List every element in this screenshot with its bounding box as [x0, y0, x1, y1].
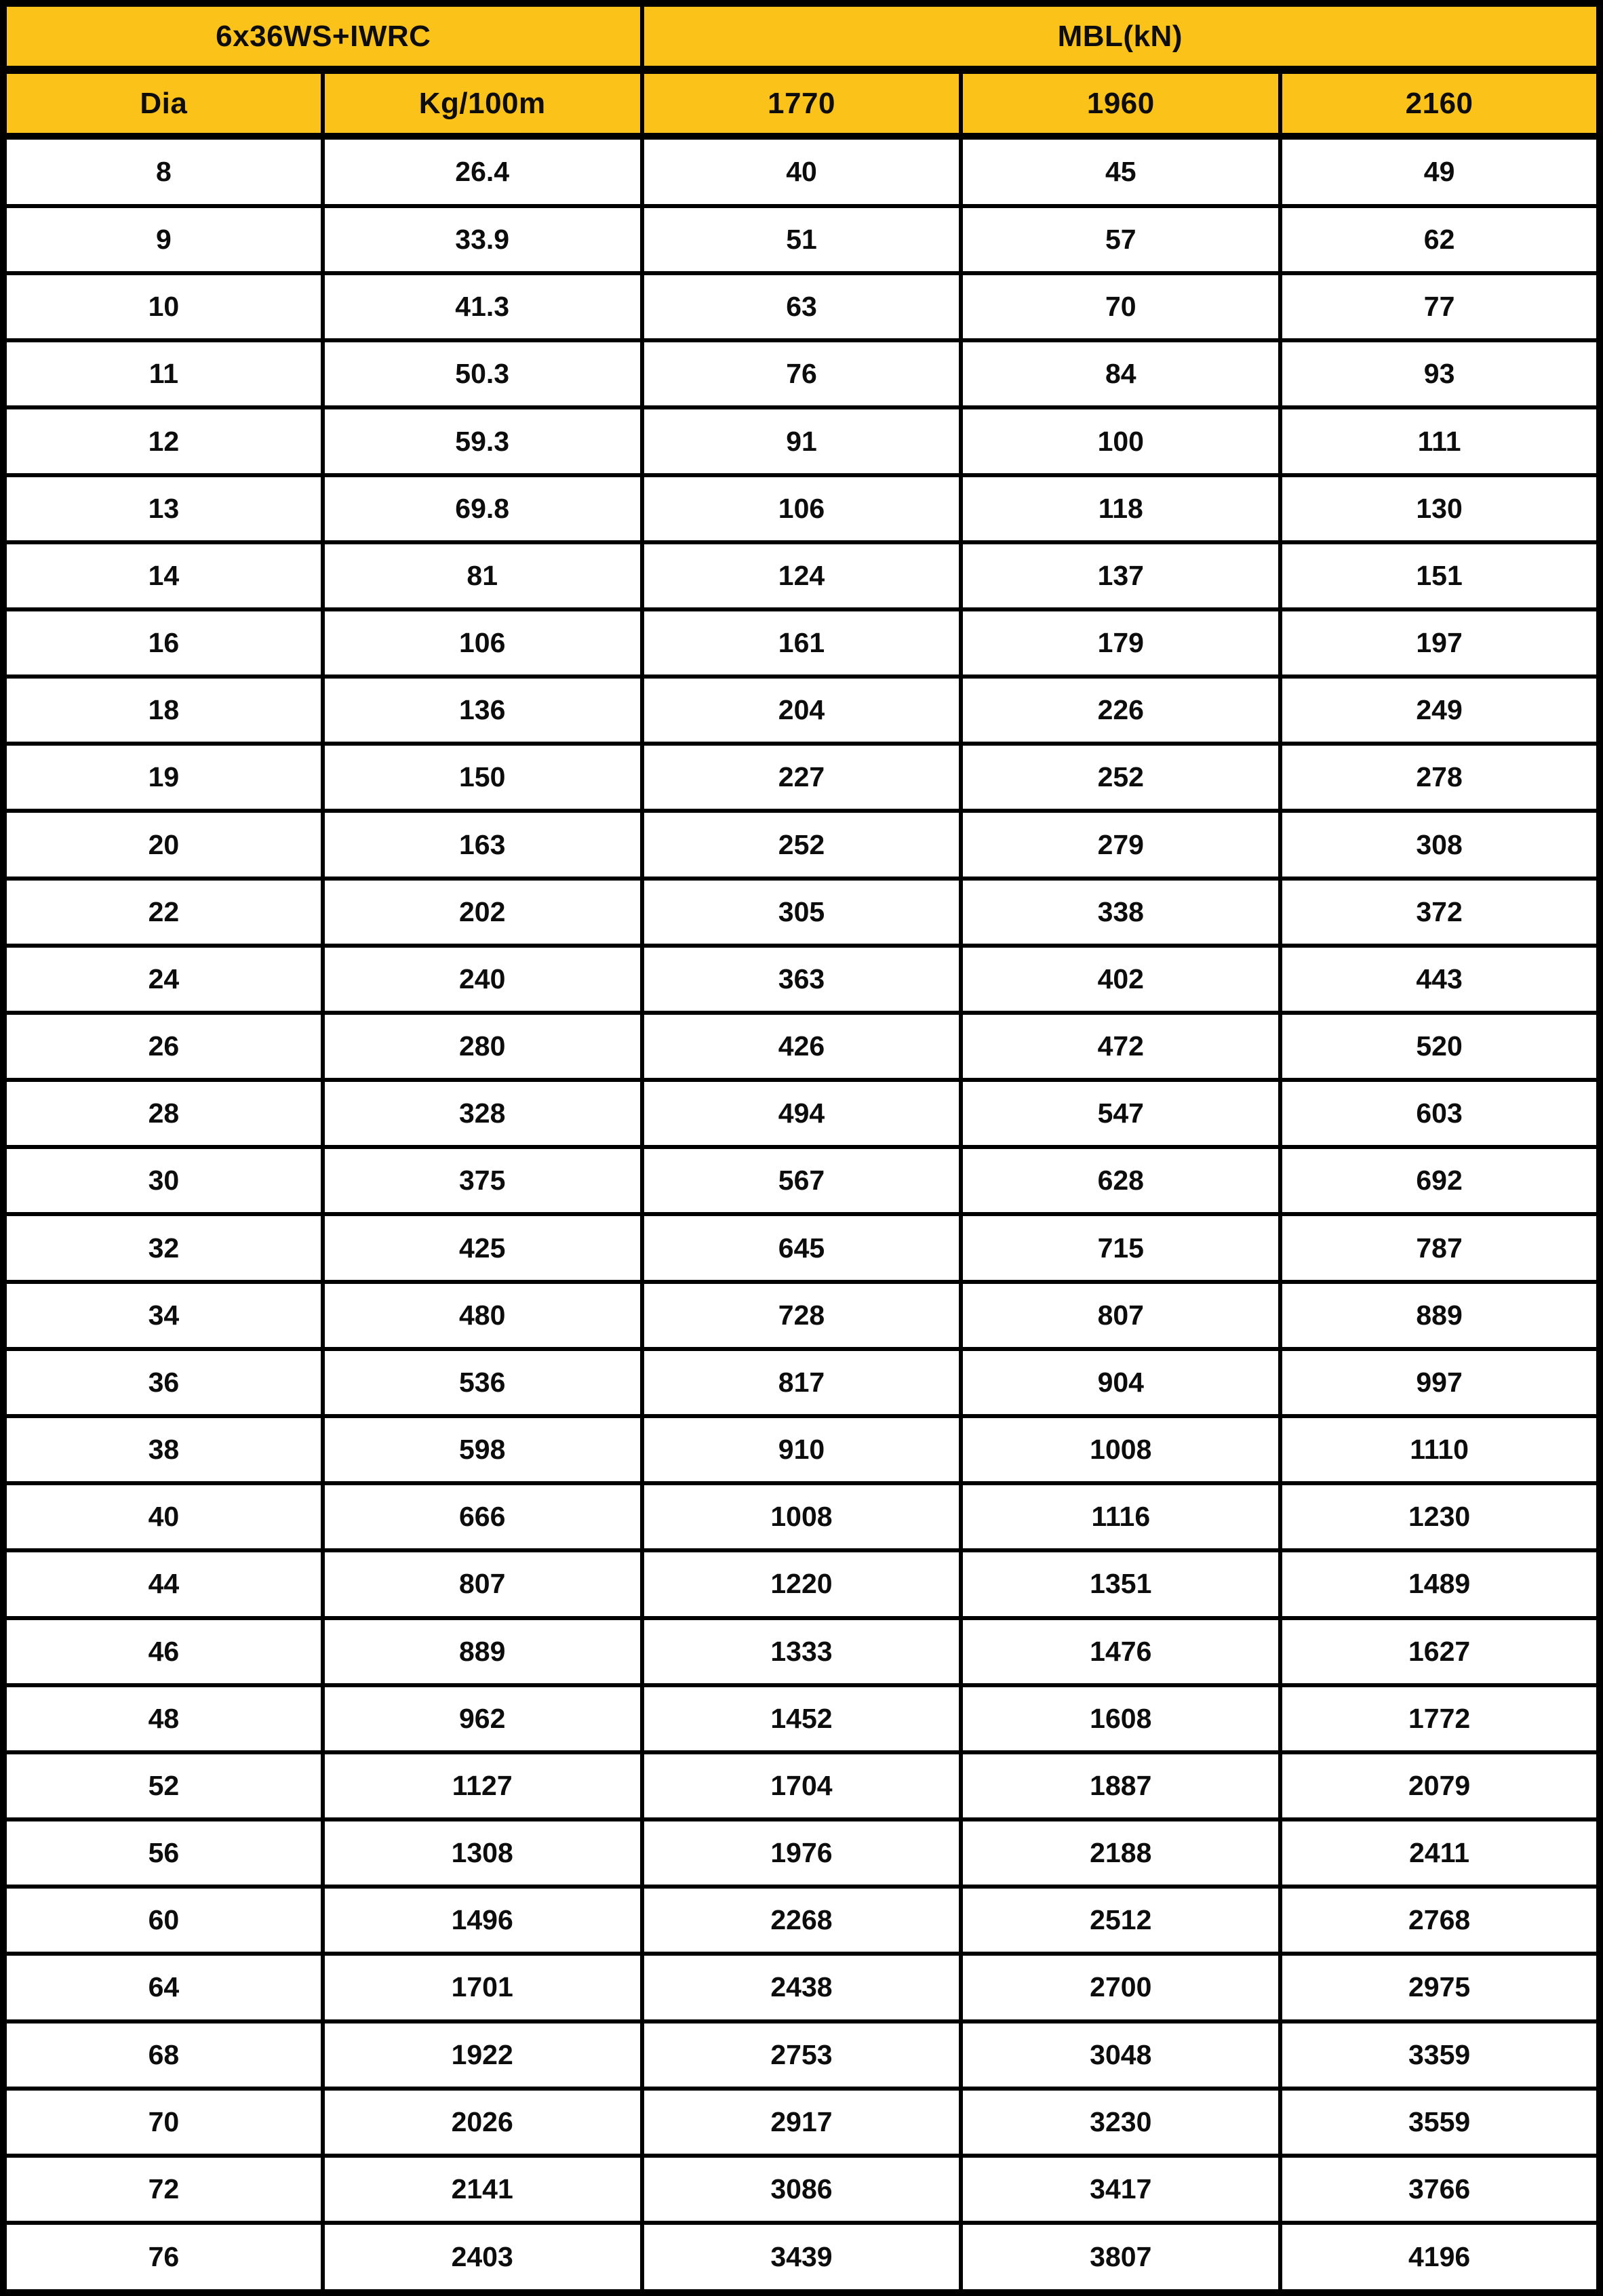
- column-header-kg100m: Kg/100m: [323, 70, 642, 136]
- table-cell: 1127: [323, 1752, 642, 1819]
- table-cell: 150: [323, 744, 642, 811]
- table-cell: 100: [961, 407, 1280, 475]
- table-cell: 22: [3, 879, 323, 946]
- table-cell: 76: [3, 2223, 323, 2293]
- table-body: [3, 136, 1600, 2293]
- table-cell: 1333: [642, 1618, 962, 1685]
- table-row: [3, 1887, 1600, 1954]
- table-cell: 1887: [961, 1752, 1280, 1819]
- table-cell: 2403: [323, 2223, 642, 2293]
- table-cell: 962: [323, 1685, 642, 1752]
- table-cell: 1608: [961, 1685, 1280, 1752]
- table-row: [3, 1550, 1600, 1617]
- table-cell: 279: [961, 811, 1280, 878]
- table-cell: 50.3: [323, 340, 642, 407]
- table-cell: 2438: [642, 1954, 962, 2021]
- table-cell: 46: [3, 1618, 323, 1685]
- table-cell: 91: [642, 407, 962, 475]
- column-header-dia: Dia: [3, 70, 323, 136]
- table-row: [3, 1483, 1600, 1550]
- table-cell: 817: [642, 1349, 962, 1416]
- column-header-1960: 1960: [961, 70, 1280, 136]
- table-cell: 1701: [323, 1954, 642, 2021]
- table-cell: 19: [3, 744, 323, 811]
- table-cell: 20: [3, 811, 323, 878]
- table-cell: 3439: [642, 2223, 962, 2293]
- table-cell: 45: [961, 136, 1280, 206]
- table-cell: 106: [323, 609, 642, 677]
- table-cell: 60: [3, 1887, 323, 1954]
- table-cell: 1116: [961, 1483, 1280, 1550]
- table-cell: 68: [3, 2021, 323, 2089]
- table-cell: 3766: [1280, 2156, 1600, 2223]
- table-row: [3, 136, 1600, 206]
- table-cell: 44: [3, 1550, 323, 1617]
- table-cell: 889: [323, 1618, 642, 1685]
- table-cell: 305: [642, 879, 962, 946]
- table-cell: 1922: [323, 2021, 642, 2089]
- table-cell: 81: [323, 542, 642, 609]
- table-cell: 787: [1280, 1214, 1600, 1281]
- table-cell: 32: [3, 1214, 323, 1281]
- table-cell: 2141: [323, 2156, 642, 2223]
- table-cell: 2188: [961, 1819, 1280, 1887]
- table-row: [3, 340, 1600, 407]
- table-cell: 520: [1280, 1013, 1600, 1080]
- table-cell: 204: [642, 677, 962, 744]
- table-row: [3, 1349, 1600, 1416]
- table-cell: 807: [323, 1550, 642, 1617]
- table-row: [3, 811, 1600, 878]
- table-row: [3, 206, 1600, 273]
- table-cell: 2079: [1280, 1752, 1600, 1819]
- table-cell: 1308: [323, 1819, 642, 1887]
- table-cell: 3230: [961, 2089, 1280, 2156]
- table-cell: 16: [3, 609, 323, 677]
- table-cell: 14: [3, 542, 323, 609]
- table-cell: 30: [3, 1147, 323, 1214]
- table-cell: 402: [961, 946, 1280, 1013]
- table-cell: 36: [3, 1349, 323, 1416]
- table-cell: 443: [1280, 946, 1600, 1013]
- table-cell: 1496: [323, 1887, 642, 1954]
- table-cell: 64: [3, 1954, 323, 2021]
- table-cell: 226: [961, 677, 1280, 744]
- table-cell: 278: [1280, 744, 1600, 811]
- table-cell: 2700: [961, 1954, 1280, 2021]
- table-row: [3, 609, 1600, 677]
- table-cell: 252: [961, 744, 1280, 811]
- table-row: [3, 2089, 1600, 2156]
- table-cell: 2411: [1280, 1819, 1600, 1887]
- table-cell: 1110: [1280, 1416, 1600, 1483]
- table-cell: 2975: [1280, 1954, 1600, 2021]
- table-cell: 3048: [961, 2021, 1280, 2089]
- table-row: [3, 879, 1600, 946]
- table-cell: 57: [961, 206, 1280, 273]
- table-cell: 3559: [1280, 2089, 1600, 2156]
- table-cell: 51: [642, 206, 962, 273]
- table-row: [3, 2223, 1600, 2293]
- table-row: [3, 1214, 1600, 1281]
- table-cell: 338: [961, 879, 1280, 946]
- table-row: [3, 744, 1600, 811]
- table-cell: 1476: [961, 1618, 1280, 1685]
- table-row: [3, 1954, 1600, 2021]
- table-cell: 889: [1280, 1282, 1600, 1349]
- table-cell: 480: [323, 1282, 642, 1349]
- header-group-rope-construction: 6x36WS+IWRC: [3, 3, 642, 70]
- table-cell: 1220: [642, 1550, 962, 1617]
- table-cell: 118: [961, 475, 1280, 542]
- table-cell: 8: [3, 136, 323, 206]
- table-cell: 202: [323, 879, 642, 946]
- table-cell: 3417: [961, 2156, 1280, 2223]
- table-cell: 3086: [642, 2156, 962, 2223]
- table-cell: 715: [961, 1214, 1280, 1281]
- table-cell: 426: [642, 1013, 962, 1080]
- column-header-row: [3, 70, 1600, 136]
- table-cell: 910: [642, 1416, 962, 1483]
- table-cell: 807: [961, 1282, 1280, 1349]
- table-row: [3, 1282, 1600, 1349]
- table-cell: 161: [642, 609, 962, 677]
- table-row: [3, 475, 1600, 542]
- table-cell: 547: [961, 1080, 1280, 1147]
- table-cell: 628: [961, 1147, 1280, 1214]
- table-cell: 9: [3, 206, 323, 273]
- table-cell: 56: [3, 1819, 323, 1887]
- table-row: [3, 946, 1600, 1013]
- table-cell: 26.4: [323, 136, 642, 206]
- table-cell: 1008: [642, 1483, 962, 1550]
- table-cell: 328: [323, 1080, 642, 1147]
- table-cell: 197: [1280, 609, 1600, 677]
- table-cell: 1351: [961, 1550, 1280, 1617]
- table-cell: 249: [1280, 677, 1600, 744]
- table-cell: 1772: [1280, 1685, 1600, 1752]
- table-cell: 308: [1280, 811, 1600, 878]
- table-cell: 10: [3, 273, 323, 340]
- table-cell: 2268: [642, 1887, 962, 1954]
- table-cell: 26: [3, 1013, 323, 1080]
- table-cell: 63: [642, 273, 962, 340]
- table-cell: 48: [3, 1685, 323, 1752]
- table-cell: 106: [642, 475, 962, 542]
- table-cell: 33.9: [323, 206, 642, 273]
- table-cell: 375: [323, 1147, 642, 1214]
- table-cell: 1627: [1280, 1618, 1600, 1685]
- table-cell: 666: [323, 1483, 642, 1550]
- table-cell: 598: [323, 1416, 642, 1483]
- table-cell: 3807: [961, 2223, 1280, 2293]
- table-cell: 2753: [642, 2021, 962, 2089]
- column-header-1770: 1770: [642, 70, 962, 136]
- table-cell: 2768: [1280, 1887, 1600, 1954]
- table-cell: 425: [323, 1214, 642, 1281]
- table-cell: 1452: [642, 1685, 962, 1752]
- table-cell: 2512: [961, 1887, 1280, 1954]
- table-cell: 70: [3, 2089, 323, 2156]
- table-cell: 18: [3, 677, 323, 744]
- table-cell: 567: [642, 1147, 962, 1214]
- table-cell: 2026: [323, 2089, 642, 2156]
- table-cell: 227: [642, 744, 962, 811]
- table-cell: 363: [642, 946, 962, 1013]
- table-cell: 124: [642, 542, 962, 609]
- table-cell: 252: [642, 811, 962, 878]
- table-cell: 13: [3, 475, 323, 542]
- table-cell: 11: [3, 340, 323, 407]
- table-cell: 494: [642, 1080, 962, 1147]
- table-cell: 1976: [642, 1819, 962, 1887]
- table-cell: 24: [3, 946, 323, 1013]
- table-cell: 70: [961, 273, 1280, 340]
- table-cell: 151: [1280, 542, 1600, 609]
- table-cell: 280: [323, 1013, 642, 1080]
- table-header: [3, 3, 1600, 136]
- table-row: [3, 1685, 1600, 1752]
- table-cell: 38: [3, 1416, 323, 1483]
- table-cell: 4196: [1280, 2223, 1600, 2293]
- header-group-row: [3, 3, 1600, 70]
- table-cell: 136: [323, 677, 642, 744]
- table-cell: 69.8: [323, 475, 642, 542]
- table-row: [3, 1752, 1600, 1819]
- table-cell: 179: [961, 609, 1280, 677]
- table-cell: 76: [642, 340, 962, 407]
- header-group-mbl: MBL(kN): [642, 3, 1600, 70]
- table-cell: 372: [1280, 879, 1600, 946]
- table-cell: 93: [1280, 340, 1600, 407]
- table-row: [3, 1147, 1600, 1214]
- table-cell: 137: [961, 542, 1280, 609]
- table-cell: 12: [3, 407, 323, 475]
- table-cell: 84: [961, 340, 1280, 407]
- table-cell: 40: [642, 136, 962, 206]
- table-row: [3, 2021, 1600, 2089]
- table-cell: 1008: [961, 1416, 1280, 1483]
- table-cell: 536: [323, 1349, 642, 1416]
- table-cell: 28: [3, 1080, 323, 1147]
- table-cell: 997: [1280, 1349, 1600, 1416]
- table-cell: 1704: [642, 1752, 962, 1819]
- table-row: [3, 1819, 1600, 1887]
- table-cell: 163: [323, 811, 642, 878]
- table-cell: 41.3: [323, 273, 642, 340]
- table-cell: 130: [1280, 475, 1600, 542]
- table-cell: 645: [642, 1214, 962, 1281]
- table-cell: 1489: [1280, 1550, 1600, 1617]
- table-row: [3, 677, 1600, 744]
- table-cell: 34: [3, 1282, 323, 1349]
- table-row: [3, 2156, 1600, 2223]
- table-cell: 49: [1280, 136, 1600, 206]
- table-cell: 692: [1280, 1147, 1600, 1214]
- table-cell: 240: [323, 946, 642, 1013]
- table-cell: 77: [1280, 273, 1600, 340]
- table-cell: 472: [961, 1013, 1280, 1080]
- table-cell: 603: [1280, 1080, 1600, 1147]
- table-cell: 40: [3, 1483, 323, 1550]
- table-row: [3, 1416, 1600, 1483]
- table-row: [3, 407, 1600, 475]
- table-cell: 52: [3, 1752, 323, 1819]
- column-header-2160: 2160: [1280, 70, 1600, 136]
- table-row: [3, 1080, 1600, 1147]
- table-cell: 62: [1280, 206, 1600, 273]
- table-cell: 72: [3, 2156, 323, 2223]
- table-cell: 3359: [1280, 2021, 1600, 2089]
- table-row: [3, 542, 1600, 609]
- table-cell: 1230: [1280, 1483, 1600, 1550]
- table-row: [3, 1013, 1600, 1080]
- table-cell: 59.3: [323, 407, 642, 475]
- table-cell: 111: [1280, 407, 1600, 475]
- table-row: [3, 273, 1600, 340]
- table-cell: 2917: [642, 2089, 962, 2156]
- table-cell: 904: [961, 1349, 1280, 1416]
- table-cell: 728: [642, 1282, 962, 1349]
- table-row: [3, 1618, 1600, 1685]
